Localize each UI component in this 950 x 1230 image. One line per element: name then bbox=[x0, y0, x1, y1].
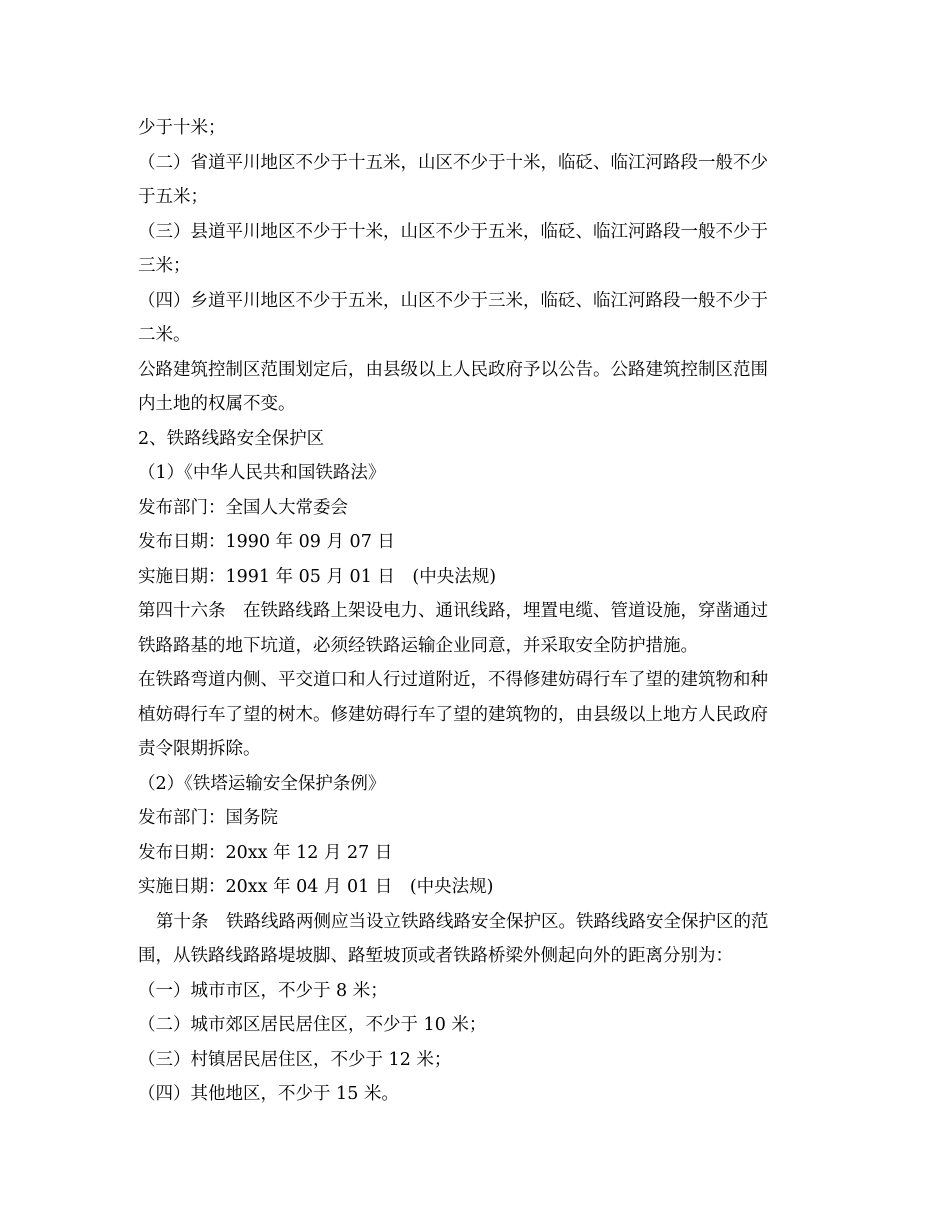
text-line: 在铁路弯道内侧、平交道口和人行过道附近，不得修建妨碍行车了望的建筑物和种 bbox=[138, 670, 768, 690]
issue-date: 发布日期：20xx 年 12 月 27 日 bbox=[138, 842, 393, 863]
section-heading: 2、铁路线路安全保护区 bbox=[138, 428, 325, 449]
effective-date: 实施日期：20xx 年 04 月 01 日 (中央法规) bbox=[138, 877, 494, 897]
list-item: （一）城市市区，不少于 8 米； bbox=[138, 980, 388, 1001]
document-body bbox=[138, 111, 814, 1112]
text-line: 二米。 bbox=[138, 325, 191, 345]
issuing-department: 发布部门：国务院 bbox=[138, 808, 278, 828]
list-item: （二）城市郊区居民居住区，不少于 10 米； bbox=[138, 1015, 487, 1035]
text-line: 铁路路基的地下坑道，必须经铁路运输企业同意，并采取安全防护措施。 bbox=[138, 635, 698, 656]
text-line: 少于十米； bbox=[138, 118, 226, 138]
text-line: （四）乡道平川地区不少于五米，山区不少于三米，临砭、临江河路段一般不少于 bbox=[138, 290, 768, 311]
law-title: （2）《铁塔运输安全保护条例》 bbox=[138, 773, 386, 794]
text-line: 围，从铁路线路路堤坡脚、路堑坡顶或者铁路桥梁外侧起向外的距离分别为： bbox=[138, 946, 733, 966]
text-line: 植妨碍行车了望的树木。修建妨碍行车了望的建筑物的，由县级以上地方人民政府 bbox=[138, 704, 768, 725]
text-line: （二）省道平川地区不少于十五米，山区不少于十米，临砭、临江河路段一般不少 bbox=[138, 152, 768, 173]
text-line: 内土地的权属不变。 bbox=[138, 394, 296, 414]
text-line: （三）县道平川地区不少于十米，山区不少于五米，临砭、临江河路段一般不少于 bbox=[138, 221, 768, 242]
issuing-department: 发布部门：全国人大常委会 bbox=[138, 497, 348, 518]
list-item: （三）村镇居民居住区，不少于 12 米； bbox=[138, 1049, 452, 1070]
law-title: （1）《中华人民共和国铁路法》 bbox=[138, 463, 386, 483]
text-line: 责令限期拆除。 bbox=[138, 739, 261, 759]
issue-date: 发布日期：1990 年 09 月 07 日 bbox=[138, 532, 395, 552]
text-line: 第四十六条 在铁路线路上架设电力、通讯线路，埋置电缆、管道设施，穿凿通过 bbox=[138, 601, 768, 621]
effective-date: 实施日期：1991 年 05 月 01 日 (中央法规) bbox=[138, 566, 497, 587]
text-line: 于五米； bbox=[138, 187, 208, 207]
text-line: 公路建筑控制区范围划定后，由县级以上人民政府予以公告。公路建筑控制区范围 bbox=[138, 359, 768, 380]
list-item: （四）其他地区，不少于 15 米。 bbox=[138, 1084, 399, 1104]
text-line: 第十条 铁路线路两侧应当设立铁路线路安全保护区。铁路线路安全保护区的范 bbox=[156, 911, 769, 932]
text-line: 三米； bbox=[138, 256, 191, 276]
